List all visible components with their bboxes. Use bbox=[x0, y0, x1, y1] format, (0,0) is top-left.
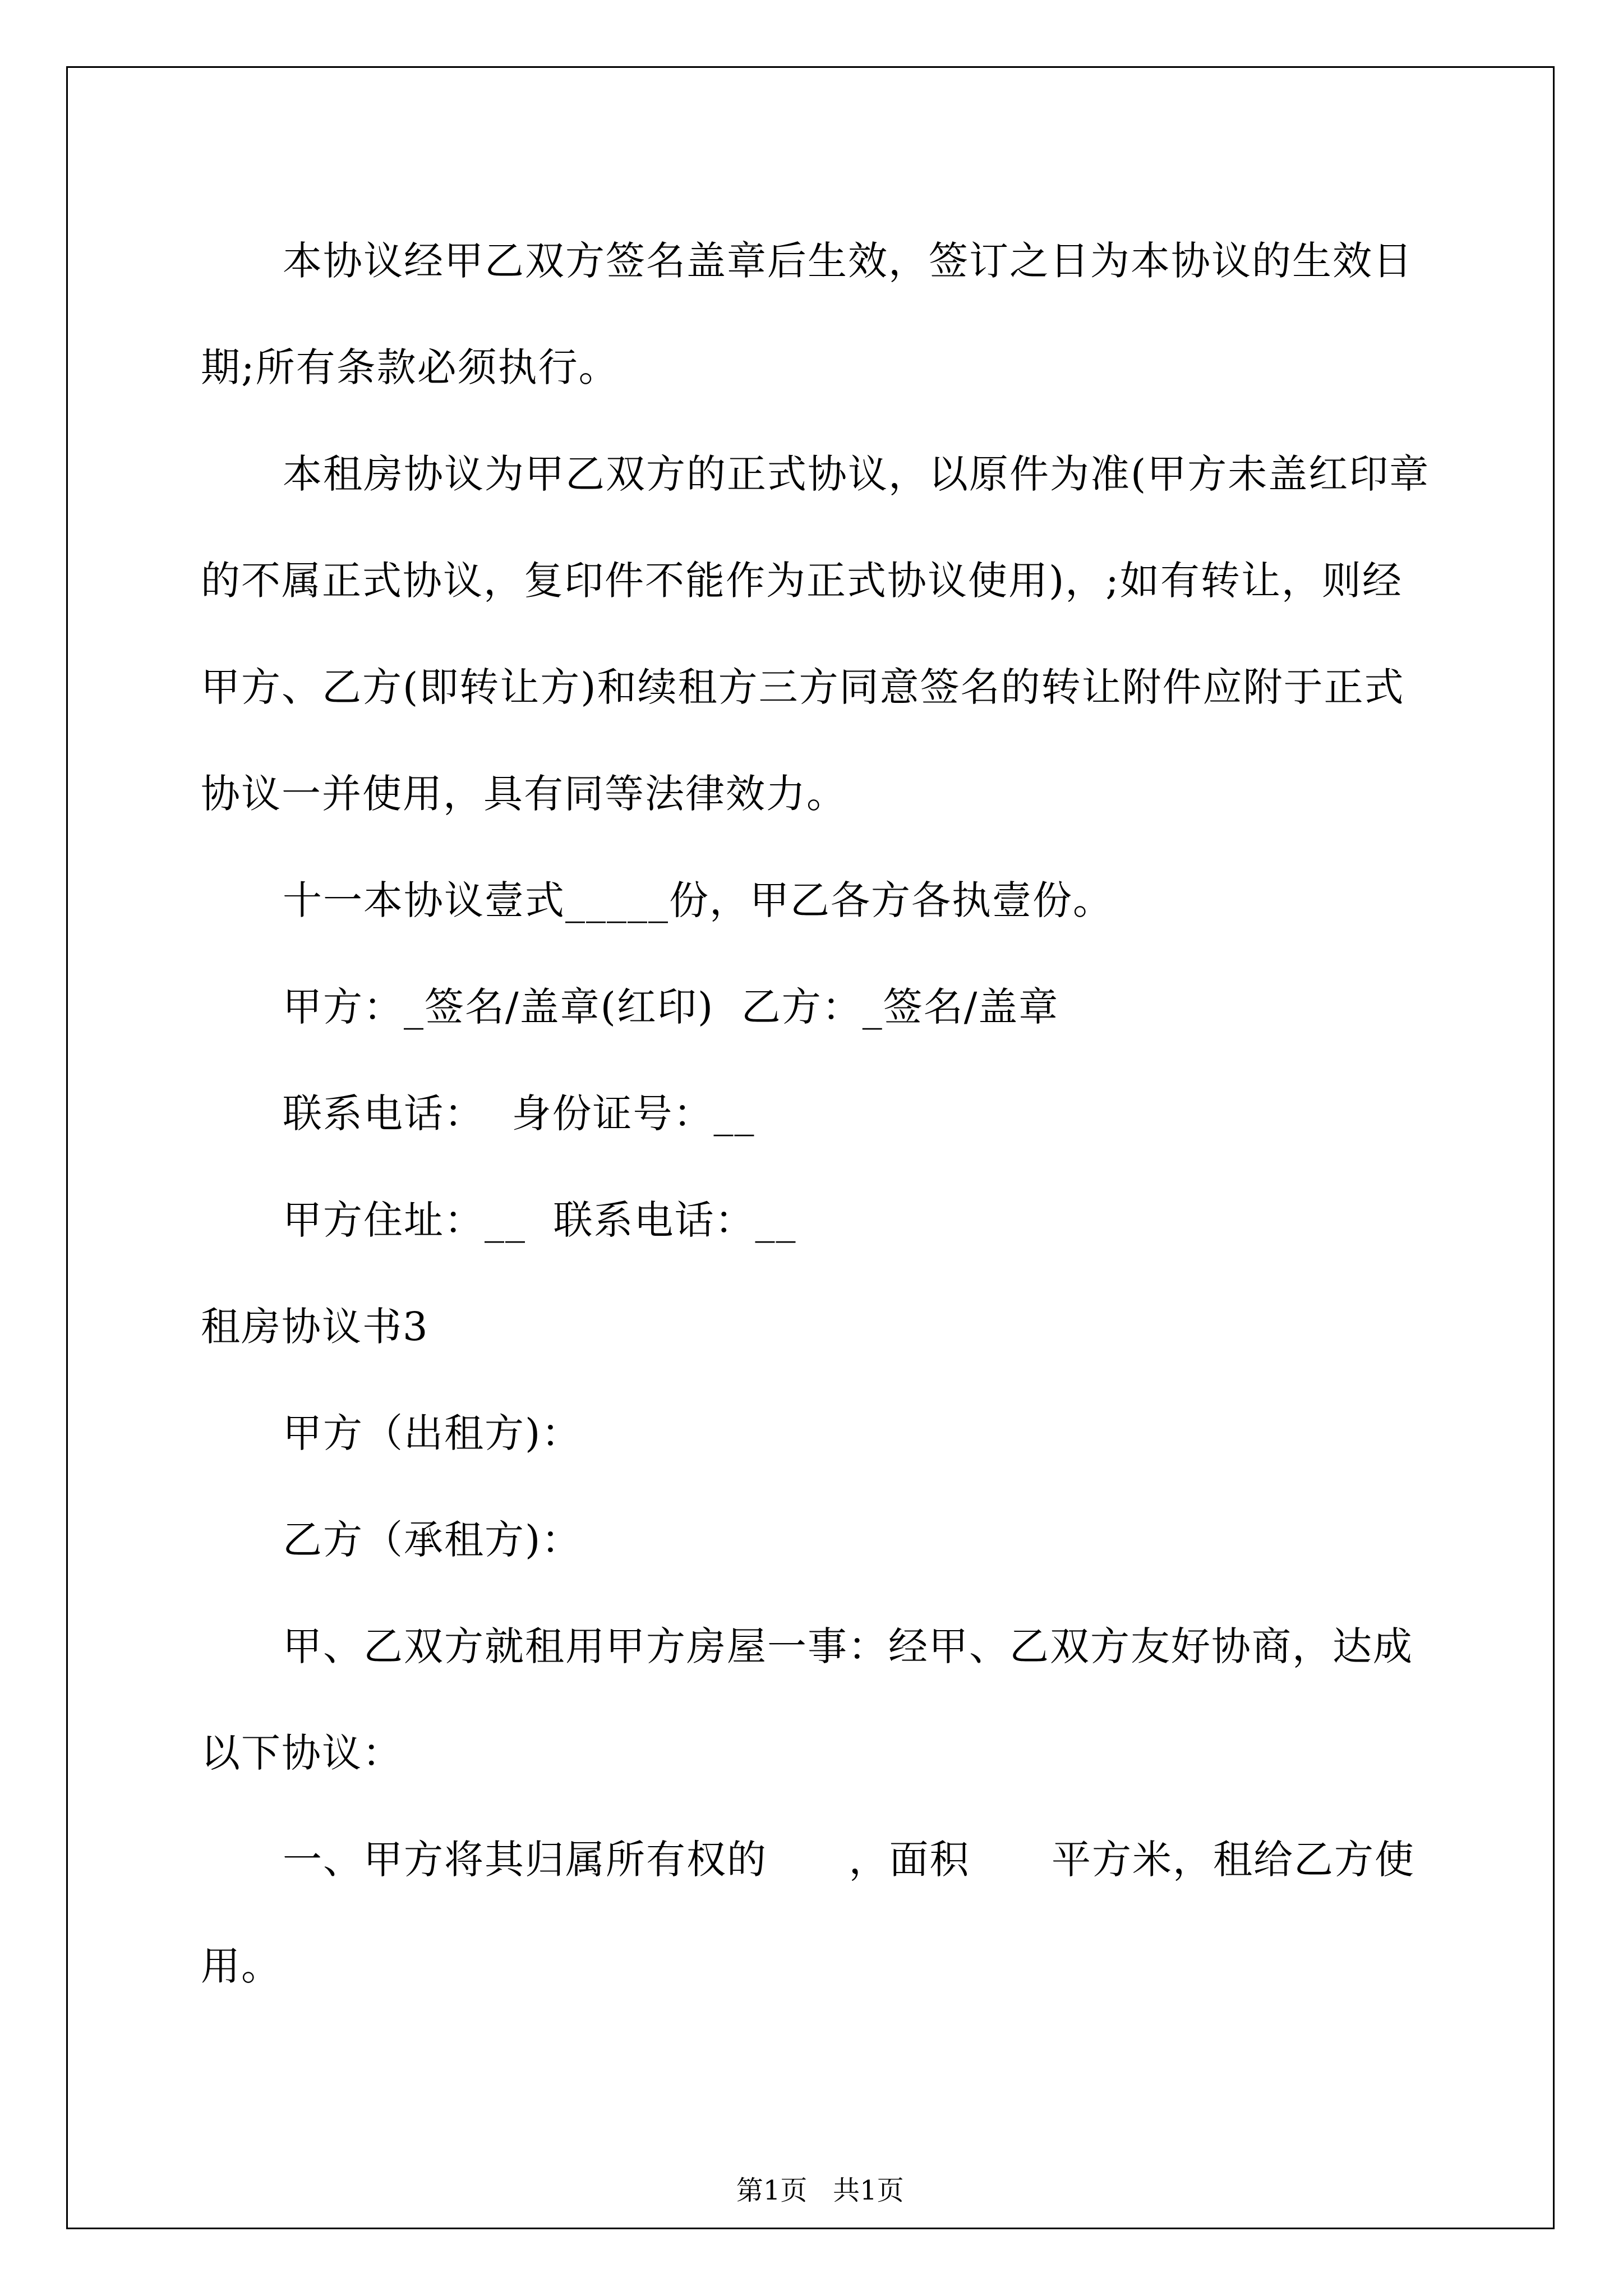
paragraph-party-a bbox=[201, 1380, 1435, 1487]
text-line: 本协议经甲乙双方签名盖章后生效，签订之日为本协议的生效日 bbox=[283, 238, 1413, 284]
paragraph-address-contact bbox=[201, 1167, 1435, 1273]
paragraph-agreement-intro bbox=[201, 1593, 1435, 1806]
party-a-label: 甲方（出租方)： bbox=[283, 1410, 582, 1456]
text-line: 用。 bbox=[201, 1943, 282, 1989]
text-line: 十一本协议壹式_____份，甲乙各方各执壹份。 bbox=[283, 877, 1113, 923]
paragraph-original-copy bbox=[201, 421, 1435, 847]
text-line: 期;所有条款必须执行。 bbox=[201, 344, 619, 390]
address-line: 甲方住址：__ 联系电话：__ bbox=[283, 1197, 797, 1243]
document-body bbox=[201, 208, 1435, 2019]
paragraph-effective-date bbox=[201, 208, 1435, 421]
text-line: 的不属正式协议，复印件不能作为正式协议使用)，;如有转让，则经 bbox=[201, 558, 1403, 604]
text-line: 本租房协议为甲乙双方的正式协议，以原件为准(甲方未盖红印章 bbox=[283, 451, 1430, 497]
section-title: 租房协议书3 bbox=[201, 1304, 429, 1350]
page-number: 第1页 共1页 bbox=[736, 2175, 904, 2206]
page-footer bbox=[0, 2140, 1623, 2207]
paragraph-contact-id bbox=[201, 1060, 1435, 1167]
paragraph-clause-one bbox=[201, 1806, 1435, 2019]
text-line: 以下协议： bbox=[201, 1730, 403, 1776]
paragraph-party-b bbox=[201, 1487, 1435, 1593]
signature-line: 甲方：_签名/盖章(红印) 乙方：_签名/盖章 bbox=[283, 984, 1059, 1030]
text-line: 协议一并使用，具有同等法律效力。 bbox=[201, 771, 847, 817]
party-b-label: 乙方（承租方)： bbox=[283, 1517, 582, 1563]
text-line: 甲方、乙方(即转让方)和续租方三方同意签名的转让附件应附于正式 bbox=[201, 664, 1405, 710]
contact-line: 联系电话： 身份证号：__ bbox=[283, 1091, 755, 1137]
section-heading bbox=[201, 1273, 1435, 1380]
text-line: 一、甲方将其归属所有权的 ，面积 平方米，租给乙方使 bbox=[283, 1837, 1415, 1883]
paragraph-copies bbox=[201, 847, 1435, 954]
text-line: 甲、乙双方就租用甲方房屋一事：经甲、乙双方友好协商，达成 bbox=[283, 1623, 1413, 1669]
paragraph-signatures bbox=[201, 954, 1435, 1060]
